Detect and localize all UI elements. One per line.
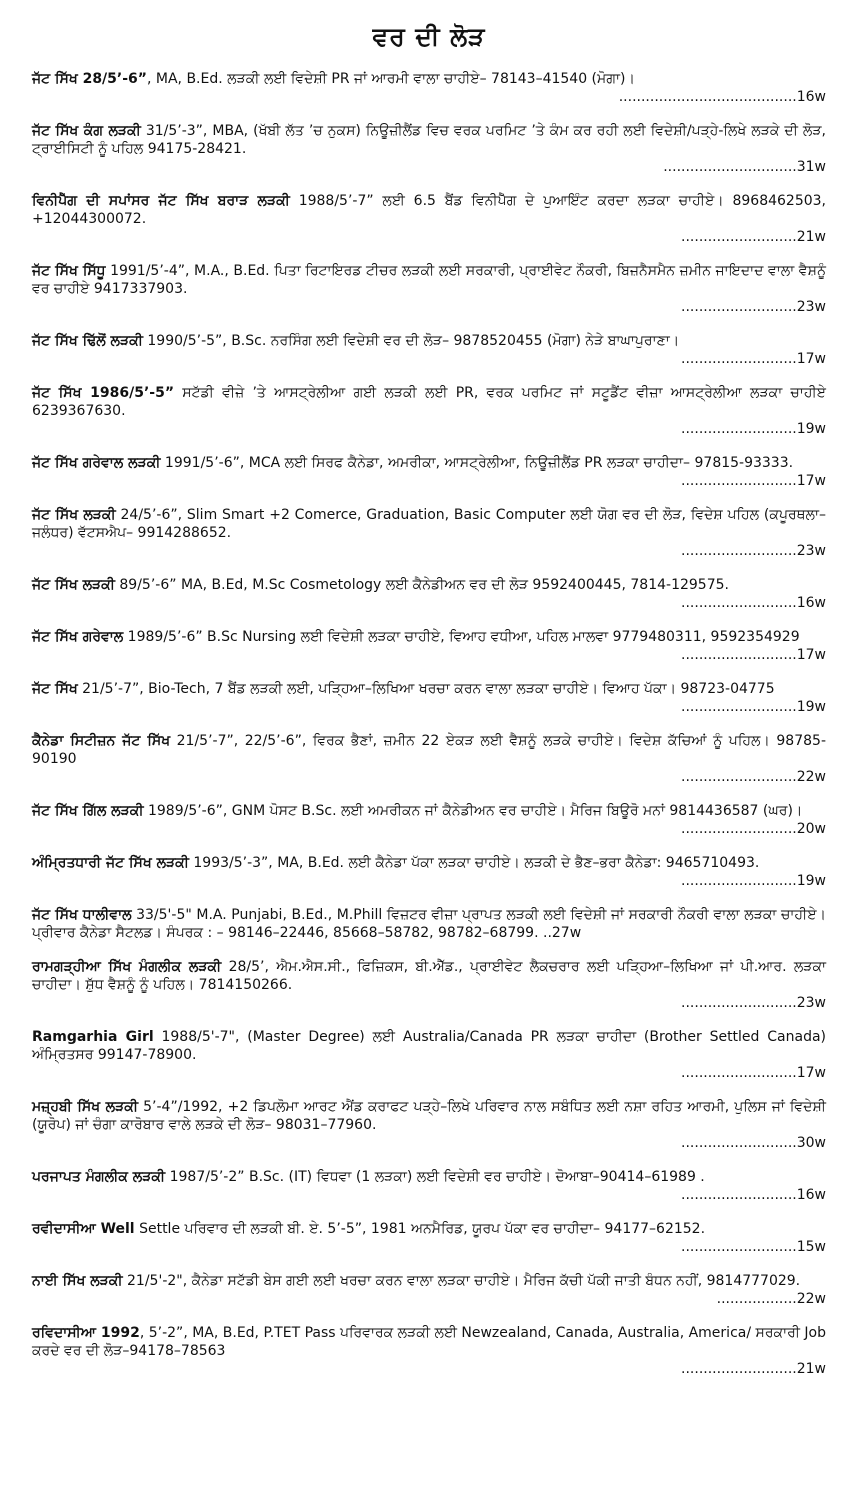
ad-lead: Ramgarhia Girl	[32, 1029, 154, 1045]
ad-text	[32, 680, 826, 698]
ad-text	[32, 262, 826, 298]
ad-item	[32, 70, 826, 106]
ad-code: ..........................19w	[681, 421, 826, 437]
ad-lead: ਜੱਟ ਸਿੱਖ ਧਾਲੀਵਾਲ	[32, 907, 132, 923]
ad-lead: ਪਰਜਾਪਤ ਮੰਗਲੀਕ ਲੜਕੀ	[32, 1169, 166, 1185]
ad-code: ..........................17w	[681, 351, 826, 367]
ad-item	[32, 332, 826, 368]
ad-body: 1991/5’-4”, M.A., B.Ed. ਪਿਤਾ ਰਿਟਾਇਰਡ ਟੀਚਰ ਲੜਕੀ ਲਈ ਸਰਕਾਰੀ, ਪ੍ਰਾਈਵੇਟ ਨੌਕਰੀ, ਬਿਜ਼ਨੈਸਮੈਨ ਜ਼ਮੀਨ ਜਾਇਦਾਦ ਵਾਲਾ ਵੈਸ਼ਨੂੰ ਵਰ ਚਾਹੀਏ 9417337903.	[32, 263, 826, 297]
ad-text	[32, 958, 826, 994]
ad-body: 1989/5’-6” B.Sc Nursing ਲਈ ਵਿਦੇਸ਼ੀ ਲੜਕਾ ਚਾਹੀਏ, ਵਿਆਹ ਵਧੀਆ, ਪਹਿਲ ਮਾਲਵਾ 9779480311, 9592354929	[123, 629, 800, 645]
ad-code: ..........................20w	[681, 821, 826, 837]
ad-item	[32, 262, 826, 316]
ad-text	[32, 1324, 826, 1360]
ad-item	[32, 192, 826, 246]
ad-body: 89/5’-6” MA, B.Ed, M.Sc Cosmetology ਲਈ ਕੈਨੇਡੀਅਨ ਵਰ ਦੀ ਲੋੜ 9592400445, 7814-129575.	[114, 577, 729, 593]
ad-item	[32, 732, 826, 786]
ad-code: ..........................23w	[681, 995, 826, 1011]
ad-body: , 5’-2”, MA, B.Ed, P.TET Pass ਪਰਿਵਾਰਕ ਲੜਕੀ ਲਈ Newzealand, Canada, Australia, America/ ਸਰਕਾਰੀ Job ਕਰਦੇ ਵਰ ਦੀ ਲੋੜ–94178–78563	[32, 1325, 826, 1359]
ad-item	[32, 1272, 826, 1308]
ad-code: ..........................16w	[681, 1187, 826, 1203]
ad-body: 1989/5’-6”, GNM ਪੋਸਟ B.Sc. ਲਈ ਅਮਰੀਕਨ ਜਾਂ ਕੈਨੇਡੀਅਨ ਵਰ ਚਾਹੀਏ। ਮੈਰਿਜ ਬਿਊਰੋ ਮਨਾਂ 9814436587 (ਘਰ)।	[143, 803, 803, 819]
ad-text	[32, 732, 826, 768]
ad-text	[32, 854, 826, 872]
ad-text	[32, 1220, 826, 1238]
ad-code: ..........................19w	[681, 699, 826, 715]
ad-text	[32, 122, 826, 158]
ad-text	[32, 802, 826, 820]
ad-lead: ਜੱਟ ਸਿੱਖ ਲੜਕੀ	[32, 507, 116, 523]
ad-lead: ਅੰਮ੍ਰਿਤਧਾਰੀ ਜੱਟ ਸਿੱਖ ਲੜਕੀ	[32, 855, 189, 871]
ad-lead: ਮਜ਼੍ਹਬੀ ਸਿੱਖ ਲੜਕੀ	[32, 1099, 139, 1115]
ad-item	[32, 1098, 826, 1152]
ad-code: ..........................19w	[681, 873, 826, 889]
ad-body: 21/5'-2", ਕੈਨੇਡਾ ਸਟੱਡੀ ਬੇਸ ਗਈ ਲਈ ਖਰਚਾ ਕਰਨ ਵਾਲਾ ਲੜਕਾ ਚਾਹੀਏ। ਮੈਰਿਜ ਕੱਚੀ ਪੱਕੀ ਜਾਤੀ ਬੰਧਨ ਨਹੀਂ, 9814777029.	[122, 1273, 801, 1289]
ad-lead: ਰਾਮਗੜ੍ਹੀਆ ਸਿੱਖ ਮੰਗਲੀਕ ਲੜਕੀ	[32, 959, 222, 975]
ad-body: 1993/5’-3”, MA, B.Ed. ਲਈ ਕੈਨੇਡਾ ਪੱਕਾ ਲੜਕਾ ਚਾਹੀਏ। ਲੜਕੀ ਦੇ ਭੈਣ–ਭਰਾ ਕੈਨੇਡਾ: 9465710493.	[188, 855, 760, 871]
ad-body: 21/5’-7”, Bio-Tech, 7 ਬੈਂਡ ਲੜਕੀ ਲਈ, ਪੜ੍ਹਿਆ–ਲਿਖਿਆ ਖਰਚਾ ਕਰਨ ਵਾਲਾ ਲੜਕਾ ਚਾਹੀਏ। ਵਿਆਹ ਪੱਕਾ। 98723-04775	[77, 681, 775, 697]
ad-text	[32, 576, 826, 594]
ad-lead: ਰਵੀਦਾਸੀਆ Well	[32, 1221, 135, 1237]
ad-item	[32, 628, 826, 664]
ad-text	[32, 384, 826, 420]
ad-lead: ਜੱਟ ਸਿੱਖ ਗਰੇਵਾਲ	[32, 629, 124, 645]
ad-item	[32, 802, 826, 838]
ad-lead: ਜੱਟ ਸਿੱਖ 28/5’-6”	[32, 71, 147, 87]
ad-lead: ਜੱਟ ਸਿੱਖ	[32, 681, 78, 697]
ad-lead: ਜੱਟ ਸਿੱਖ ਕੰਗ ਲੜਕੀ	[32, 123, 141, 139]
ad-body: ਸਟੱਡੀ ਵੀਜ਼ੇ ’ਤੇ ਆਸਟ੍ਰੇਲੀਆ ਗਈ ਲੜਕੀ ਲਈ PR, ਵਰਕ ਪਰਮਿਟ ਜਾਂ ਸਟੂਡੈਂਟ ਵੀਜ਼ਾ ਆਸਟ੍ਰੇਲੀਆ ਲੜਕਾ ਚਾਹੀਏ 6239367630.	[32, 385, 826, 419]
ad-item	[32, 854, 826, 890]
ad-text	[32, 628, 826, 646]
ad-code: ..................22w	[716, 1291, 826, 1307]
ad-item	[32, 958, 826, 1012]
ad-code: ..........................16w	[681, 595, 826, 611]
ad-text	[32, 1168, 826, 1186]
ad-item	[32, 1168, 826, 1204]
ad-lead: ਜੱਟ ਸਿੱਖ ਗਰੇਵਾਲ ਲੜਕੀ	[32, 455, 161, 471]
ad-lead: ਜੱਟ ਸਿੱਖ 1986/5’-5”	[32, 385, 175, 401]
ad-text	[32, 454, 826, 472]
ad-text	[32, 1098, 826, 1134]
ad-body: 33/5'-5" M.A. Punjabi, B.Ed., M.Phill ਵਿਜ਼ਟਰ ਵੀਜ਼ਾ ਪ੍ਰਾਪਤ ਲੜਕੀ ਲਈ ਵਿਦੇਸ਼ੀ ਜਾਂ ਸਰਕਾਰੀ ਨੌਕਰੀ ਵਾਲਾ ਲੜਕਾ ਚਾਹੀਏ। ਪ੍ਰੀਵਾਰ ਕੈਨੇਡਾ ਸੈਟਲਡ। ਸੰਪਰਕ : – 98146–22446, 85668–58782, 98782–68799. ..27w	[32, 907, 826, 941]
ad-code: ..............................31w	[663, 159, 826, 175]
ad-code: ..........................21w	[681, 229, 826, 245]
ad-item	[32, 122, 826, 176]
ad-lead: ਜੱਟ ਸਿੱਖ ਢਿੱਲੋਂ ਲੜਕੀ	[32, 333, 143, 349]
ad-text	[32, 1028, 826, 1064]
ad-item	[32, 1324, 826, 1378]
ad-item	[32, 680, 826, 716]
ad-text	[32, 506, 826, 542]
ad-code: ..........................17w	[681, 1065, 826, 1081]
ad-item	[32, 576, 826, 612]
ad-item	[32, 506, 826, 560]
ad-body: 21/5’-7”, 22/5’-6”, ਵਿਰਕ ਭੈਣਾਂ, ਜ਼ਮੀਨ 22 ਏਕੜ ਲਈ ਵੈਸ਼ਨੂੰ ਲੜਕੇ ਚਾਹੀਏ। ਵਿਦੇਸ਼ ਕੱਚਿਆਂ ਨੂੰ ਪਹਿਲ। 98785-90190	[32, 733, 826, 767]
ad-body: Settle ਪਰਿਵਾਰ ਦੀ ਲੜਕੀ ਬੀ. ਏ. 5’-5”, 1981 ਅਨਮੈਰਿਡ, ਯੂਰਪ ਪੱਕਾ ਵਰ ਚਾਹੀਦਾ– 94177–62152.	[134, 1221, 706, 1237]
ad-item	[32, 454, 826, 490]
ad-code: ..........................21w	[681, 1361, 826, 1377]
ad-body: , MA, B.Ed. ਲੜਕੀ ਲਈ ਵਿਦੇਸ਼ੀ PR ਜਾਂ ਆਰਮੀ ਵਾਲਾ ਚਾਹੀਏ– 78143–41540 (ਮੋਗਾ)।	[146, 71, 635, 87]
ad-body: 28/5’, ਐਮ.ਐਸ.ਸੀ., ਫਿਜ਼ਿਕਸ, ਬੀ.ਐੱਡ., ਪ੍ਰਾਈਵੇਟ ਲੈਕਚਰਾਰ ਲਈ ਪੜ੍ਹਿਆ–ਲਿਖਿਆ ਜਾਂ ਪੀ.ਆਰ. ਲੜਕਾ ਚਾਹੀਦਾ। ਸ਼ੁੱਧ ਵੈਸ਼ਨੂੰ ਨੂੰ ਪਹਿਲ। 7814150266.	[32, 959, 826, 993]
ad-text	[32, 906, 826, 942]
ad-body: 1988/5’-7” ਲਈ 6.5 ਬੈਂਡ ਵਿਨੀਪੈੱਗ ਦੇ ਪੁਆਇੰਟ ਕਰਦਾ ਲੜਕਾ ਚਾਹੀਏ। 8968462503, +12044300072.	[32, 193, 827, 227]
ad-text	[32, 1272, 826, 1290]
ad-item	[32, 384, 826, 438]
ad-text	[32, 192, 826, 228]
ad-item	[32, 906, 826, 942]
ad-body: 31/5’-3”, MBA, (ਖੱਬੀ ਲੱਤ ’ਚ ਨੁਕਸ) ਨਿਊਜ਼ੀਲੈਂਡ ਵਿਚ ਵਰਕ ਪਰਮਿਟ ’ਤੇ ਕੰਮ ਕਰ ਰਹੀ ਲਈ ਵਿਦੇਸ਼ੀ/ਪੜ੍ਹੇ-ਲਿਖੇ ਲੜਕੇ ਦੀ ਲੋੜ, ਟ੍ਰਾਈਸਿਟੀ ਨੂੰ ਪਹਿਲ 94175-28421.	[32, 123, 826, 157]
ad-lead: ਜੱਟ ਸਿੱਖ ਗਿੱਲ ਲੜਕੀ	[32, 803, 144, 819]
page-title: ਵਰ ਦੀ ਲੋੜ	[372, 22, 486, 51]
ad-code: ..........................23w	[681, 543, 826, 559]
ad-code: ..........................23w	[681, 299, 826, 315]
ad-code: ..........................22w	[681, 769, 826, 785]
ad-lead: ਜੱਟ ਸਿੱਖ ਲੜਕੀ	[32, 577, 115, 593]
ad-lead: ਨਾਈ ਸਿੱਖ ਲੜਕੀ	[32, 1273, 123, 1289]
ad-lead: ਵਿਨੀਪੈੱਗ ਦੀ ਸਪਾਂਸਰ ਜੱਟ ਸਿੱਖ ਬਰਾੜ ਲੜਕੀ	[32, 193, 290, 209]
ad-lead: ਜੱਟ ਸਿੱਖ ਸਿੱਧੂ	[32, 263, 106, 279]
ad-item	[32, 1220, 826, 1256]
ad-code: ..........................17w	[681, 647, 826, 663]
ads-list	[32, 70, 826, 1378]
ad-lead: ਕੈਨੇਡਾ ਸਿਟੀਜ਼ਨ ਜੱਟ ਸਿੱਖ	[32, 733, 171, 749]
ad-body: 1990/5’-5”, B.Sc. ਨਰਸਿੰਗ ਲਈ ਵਿਦੇਸ਼ੀ ਵਰ ਦੀ ਲੋੜ– 9878520455 (ਮੋਗਾ) ਨੇੜੇ ਬਾਘਾਪੁਰਾਣਾ।	[142, 333, 680, 349]
ad-body: 24/5’-6”, Slim Smart +2 Comerce, Graduation, Basic Computer ਲਈ ਯੋਗ ਵਰ ਦੀ ਲੋੜ, ਵਿਦੇਸ਼ ਪਹਿਲ (ਕਪੂਰਥਲਾ–ਜਲੰਧਰ) ਵੱਟਸਐਪ– 9914288652.	[32, 507, 826, 541]
ad-body: 5’-4”/1992, +2 ਡਿਪਲੋਮਾ ਆਰਟ ਐਂਡ ਕਰਾਫਟ ਪੜ੍ਹੇ–ਲਿਖੇ ਪਰਿਵਾਰ ਨਾਲ ਸਬੰਧਿਤ ਲਈ ਨਸ਼ਾ ਰਹਿਤ ਆਰਮੀ, ਪੁਲਿਸ ਜਾਂ ਵਿਦੇਸ਼ੀ (ਯੂਰੋਪ) ਜਾਂ ਚੰਗਾ ਕਾਰੋਬਾਰ ਵਾਲੇ ਲੜਕੇ ਦੀ ਲੋੜ– 98031–77960.	[32, 1099, 826, 1133]
ad-code: ........................................16w	[618, 89, 826, 105]
ad-body: 1991/5’-6”, MCA ਲਈ ਸਿਰਫ ਕੈਨੇਡਾ, ਅਮਰੀਕਾ, ਆਸਟ੍ਰੇਲੀਆ, ਨਿਊਜ਼ੀਲੈਂਡ PR ਲੜਕਾ ਚਾਹੀਦਾ– 97815-93333.	[160, 455, 794, 471]
ad-body: 1988/5'-7", (Master Degree) ਲਈ Australia/Canada PR ਲੜਕਾ ਚਾਹੀਦਾ (Brother Settled Canada) ਅੰਮ੍ਰਿਤਸਰ 99147-78900.	[32, 1029, 826, 1063]
ad-code: ..........................17w	[681, 473, 826, 489]
ad-text	[32, 332, 826, 350]
ad-lead: ਰਵਿਦਾਸੀਆ 1992	[32, 1325, 140, 1341]
ad-code: ..........................15w	[681, 1239, 826, 1255]
ad-item	[32, 1028, 826, 1082]
ad-code: ..........................30w	[681, 1135, 826, 1151]
ad-body: 1987/5’-2” B.Sc. (IT) ਵਿਧਵਾ (1 ਲੜਕਾ) ਲਈ ਵਿਦੇਸ਼ੀ ਵਰ ਚਾਹੀਏ। ਦੋਆਬਾ–90414–61989 .	[165, 1169, 705, 1185]
ad-text	[32, 70, 826, 88]
